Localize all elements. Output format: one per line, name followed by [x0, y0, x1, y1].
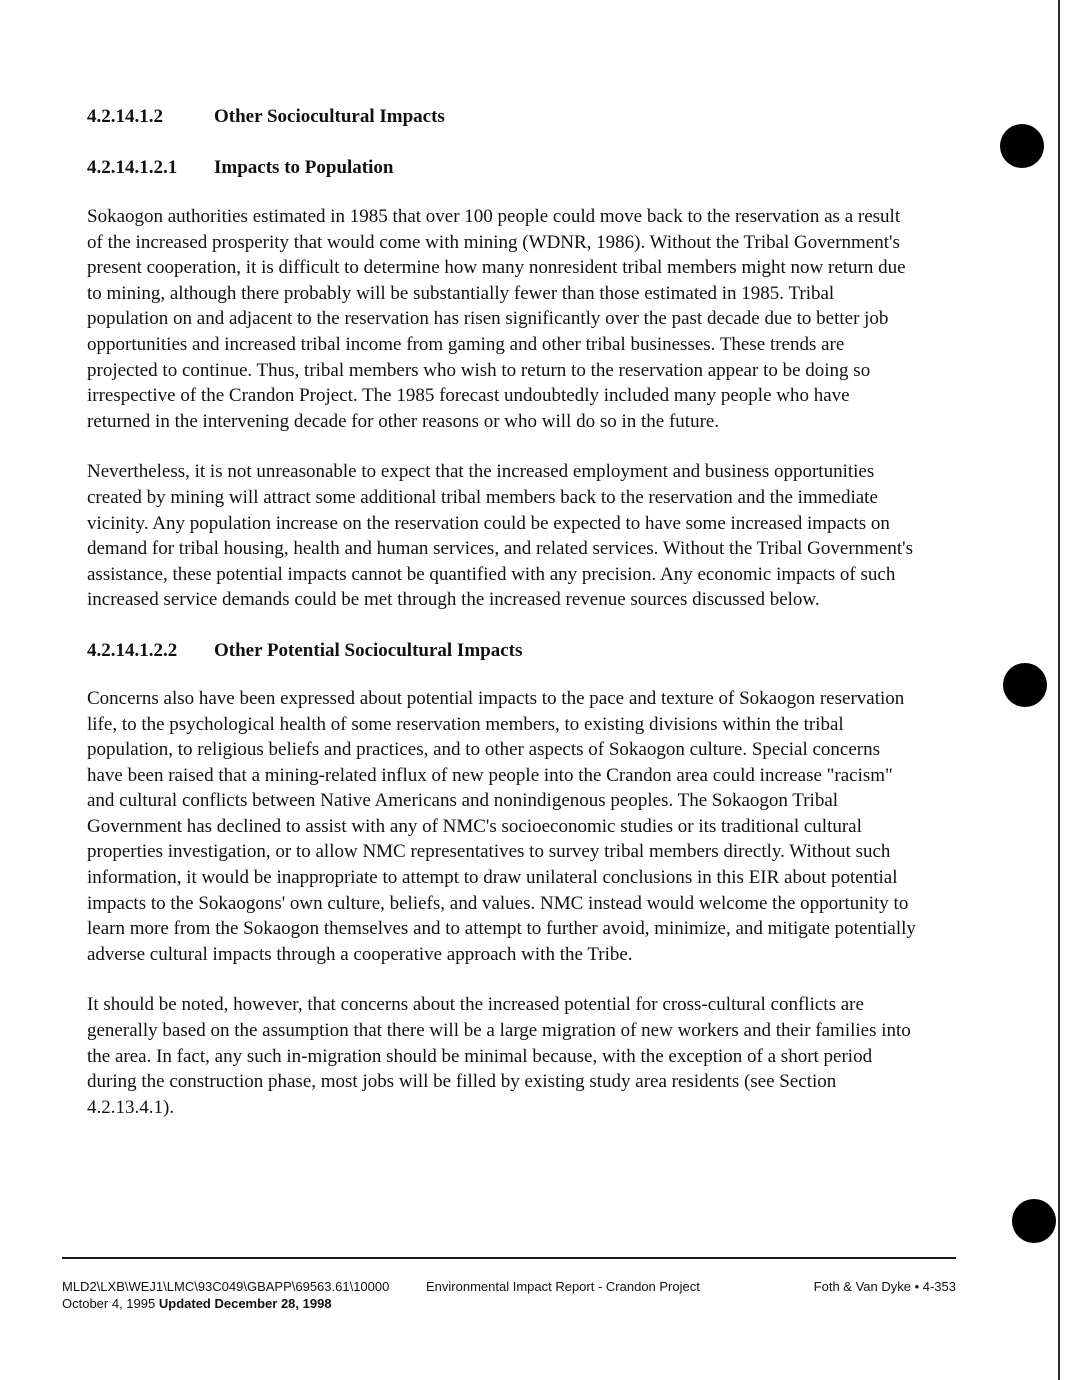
- footer-report-title: Environmental Impact Report - Crandon Project: [426, 1279, 700, 1294]
- section-number: 4.2.14.1.2.1: [87, 157, 178, 178]
- section-title: Other Potential Sociocultural Impacts: [214, 639, 523, 661]
- paragraph-population-estimate: Sokaogon authorities estimated in 1985 that over 100 people could move back to the reservation as a result of the increased prosperity that would come with mining (WDNR, 1986). Without the Tribal Government's present cooperation, it is difficult to determine how many nonresident tribal members might now return due to mining, although there probably will be substantially fewer than those estimated in 1985. Tribal population on and adjacent to the reservation has risen significantly over the past decade due to better job opportunities and increased tribal income from gaming and other tribal businesses. These trends are projected to continue. Thus, tribal members who wish to return to the reservation appear to be doing so irrespective of the Crandon Project. The 1985 forecast undoubtedly included many people who have returned in the intervening decade for other reasons or who will do so in the future.: [87, 206, 906, 432]
- section-heading-4-2-14-1-2-2: [87, 638, 917, 664]
- section-title: Impacts to Population: [214, 157, 394, 178]
- section-number: 4.2.14.1.2.2: [87, 639, 178, 661]
- paragraph-in-migration: It should be noted, however, that concerns about the increased potential for cross-cultural conflicts are generally based on the assumption that there will be a large migration of new workers and their families into the area. In fact, any such in-migration should be minimal because, with the exception of a short period during the construction phase, most jobs will be filled by existing study area residents (see Section 4.2.13.4.1).: [87, 994, 911, 1118]
- punch-hole-middle: [1003, 663, 1047, 707]
- section-heading-4-2-14-1-2: [87, 104, 917, 130]
- paragraph-population-increase: Nevertheless, it is not unreasonable to expect that the increased employment and business opportunities created by mining will attract some additional tribal members back to the reservation and the immediate vicinity. Any population increase on the reservation could be expected to have some increased impacts on demand for tribal housing, health and human services, and related services. Without the Tribal Government's assistance, these potential impacts cannot be quantified with any precision. Any economic impacts of such increased service demands could be met through the increased revenue sources discussed below.: [87, 461, 913, 611]
- punch-hole-bottom: [1012, 1199, 1056, 1243]
- section-heading-4-2-14-1-2-1: [87, 155, 917, 181]
- footer-left: [62, 1278, 389, 1312]
- footer-divider: [62, 1257, 956, 1259]
- footer-date-original: October 4, 1995: [62, 1296, 156, 1311]
- footer-date-updated: Updated December 28, 1998: [158, 1296, 332, 1311]
- section-title: Other Sociocultural Impacts: [214, 106, 445, 127]
- punch-hole-top: [1000, 124, 1044, 168]
- footer-dates: [62, 1295, 389, 1312]
- footer-file-path: MLD2\LXB\WEJ1\LMC\93C049\GBAPP\69563.61\10000: [62, 1279, 390, 1294]
- footer-firm-page: Foth & Van Dyke • 4-353: [813, 1279, 956, 1294]
- scan-edge-line: [1058, 0, 1060, 1380]
- section-number: 4.2.14.1.2: [87, 106, 163, 127]
- paragraph-cultural-concerns: Concerns also have been expressed about potential impacts to the pace and texture of Sokaogon reservation life, to the psychological health of some reservation members, to existing divisions within the tribal population, to religious beliefs and practices, and to other aspects of Sokaogon culture. Special concerns have been raised that a mining-related influx of new people into the Crandon area could increase "racism" and cultural conflicts between Native Americans and nonindigenous peoples. The Sokaogon Tribal Government has declined to assist with any of NMC's socioeconomic studies or its traditional cultural properties investigation, or to allow NMC representatives to survey tribal members directly. Without such information, it would be inappropriate to attempt to draw unilateral conclusions in this EIR about potential impacts to the Sokaogons' own culture, beliefs, and values. NMC instead would welcome the opportunity to learn more from the Sokaogon themselves and to attempt to further avoid, minimize, and mitigate potentially adverse cultural impacts through a cooperative approach with the Tribe.: [87, 687, 916, 965]
- document-body: [87, 104, 917, 1145]
